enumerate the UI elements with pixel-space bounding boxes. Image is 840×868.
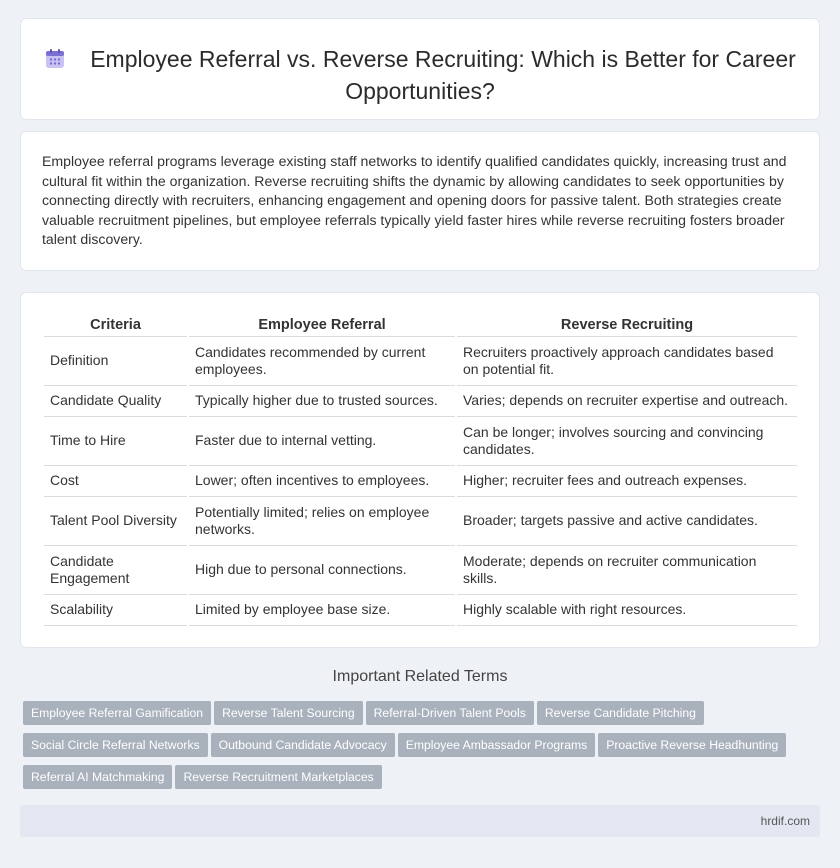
related-term-tag[interactable]: Outbound Candidate Advocacy [211, 733, 395, 757]
table-cell: Candidate Engagement [44, 546, 187, 595]
related-term-tag[interactable]: Employee Referral Gamification [23, 701, 211, 725]
table-row [44, 466, 797, 497]
related-term-tag[interactable]: Employee Ambassador Programs [398, 733, 596, 757]
footer-bar [20, 805, 820, 837]
page-title-text: Employee Referral vs. Reverse Recruiting: Which is Better for Career Opportunities? [90, 46, 796, 104]
calendar-icon [44, 48, 66, 70]
table-cell: Candidate Quality [44, 386, 187, 417]
related-term-tag[interactable]: Referral AI Matchmaking [23, 765, 172, 789]
related-term-tag[interactable]: Social Circle Referral Networks [23, 733, 208, 757]
table-row [44, 497, 797, 546]
table-row [44, 417, 797, 466]
table-cell: Definition [44, 337, 187, 386]
table-cell: Limited by employee base size. [189, 595, 455, 626]
table-cell: Higher; recruiter fees and outreach expenses. [457, 466, 797, 497]
table-cell: Scalability [44, 595, 187, 626]
related-terms-tags [23, 701, 813, 797]
table-cell: Can be longer; involves sourcing and convincing candidates. [457, 417, 797, 466]
table-cell: Broader; targets passive and active candidates. [457, 497, 797, 546]
related-term-tag[interactable]: Proactive Reverse Headhunting [598, 733, 786, 757]
table-header-row [44, 315, 797, 337]
table-cell: Cost [44, 466, 187, 497]
table-cell: High due to personal connections. [189, 546, 455, 595]
table-cell: Potentially limited; relies on employee networks. [189, 497, 455, 546]
table-row [44, 595, 797, 626]
header-employee-referral: Employee Referral [189, 315, 455, 337]
header-reverse-recruiting: Reverse Recruiting [457, 315, 797, 337]
table-cell: Time to Hire [44, 417, 187, 466]
related-term-tag[interactable]: Referral-Driven Talent Pools [366, 701, 534, 725]
table-cell: Moderate; depends on recruiter communication skills. [457, 546, 797, 595]
footer-site-link[interactable]: hrdif.com [760, 814, 810, 828]
page-title [21, 43, 819, 107]
related-terms-title: Important Related Terms [332, 668, 508, 685]
related-term-tag[interactable]: Reverse Candidate Pitching [537, 701, 704, 725]
table-cell: Typically higher due to trusted sources. [189, 386, 455, 417]
title-card [20, 18, 820, 120]
table-cell: Varies; depends on recruiter expertise and outreach. [457, 386, 797, 417]
table-row [44, 386, 797, 417]
table-cell: Talent Pool Diversity [44, 497, 187, 546]
summary-card [20, 131, 820, 271]
table-cell: Highly scalable with right resources. [457, 595, 797, 626]
header-criteria: Criteria [44, 315, 187, 337]
related-term-tag[interactable]: Reverse Talent Sourcing [214, 701, 363, 725]
table-cell: Faster due to internal vetting. [189, 417, 455, 466]
related-term-tag[interactable]: Reverse Recruitment Marketplaces [175, 765, 381, 789]
table-cell: Recruiters proactively approach candidates based on potential fit. [457, 337, 797, 386]
table-row [44, 337, 797, 386]
table-row [44, 546, 797, 595]
comparison-table [42, 315, 799, 626]
comparison-table-card [20, 292, 820, 648]
summary-text: Employee referral programs leverage existing staff networks to identify qualified candidates quickly, increasing trust and cultural fit within the organization. Reverse recruiting shifts the dynamic by allowing candidates to seek opportunities by connecting directly with recruiters, enhancing engagement and opening doors for passive talent. Both strategies create valuable recruitment pipelines, but employee referrals typically yield faster hires while reverse recruiting fosters broader talent discovery. [42, 153, 787, 248]
table-cell: Lower; often incentives to employees. [189, 466, 455, 497]
table-cell: Candidates recommended by current employees. [189, 337, 455, 386]
